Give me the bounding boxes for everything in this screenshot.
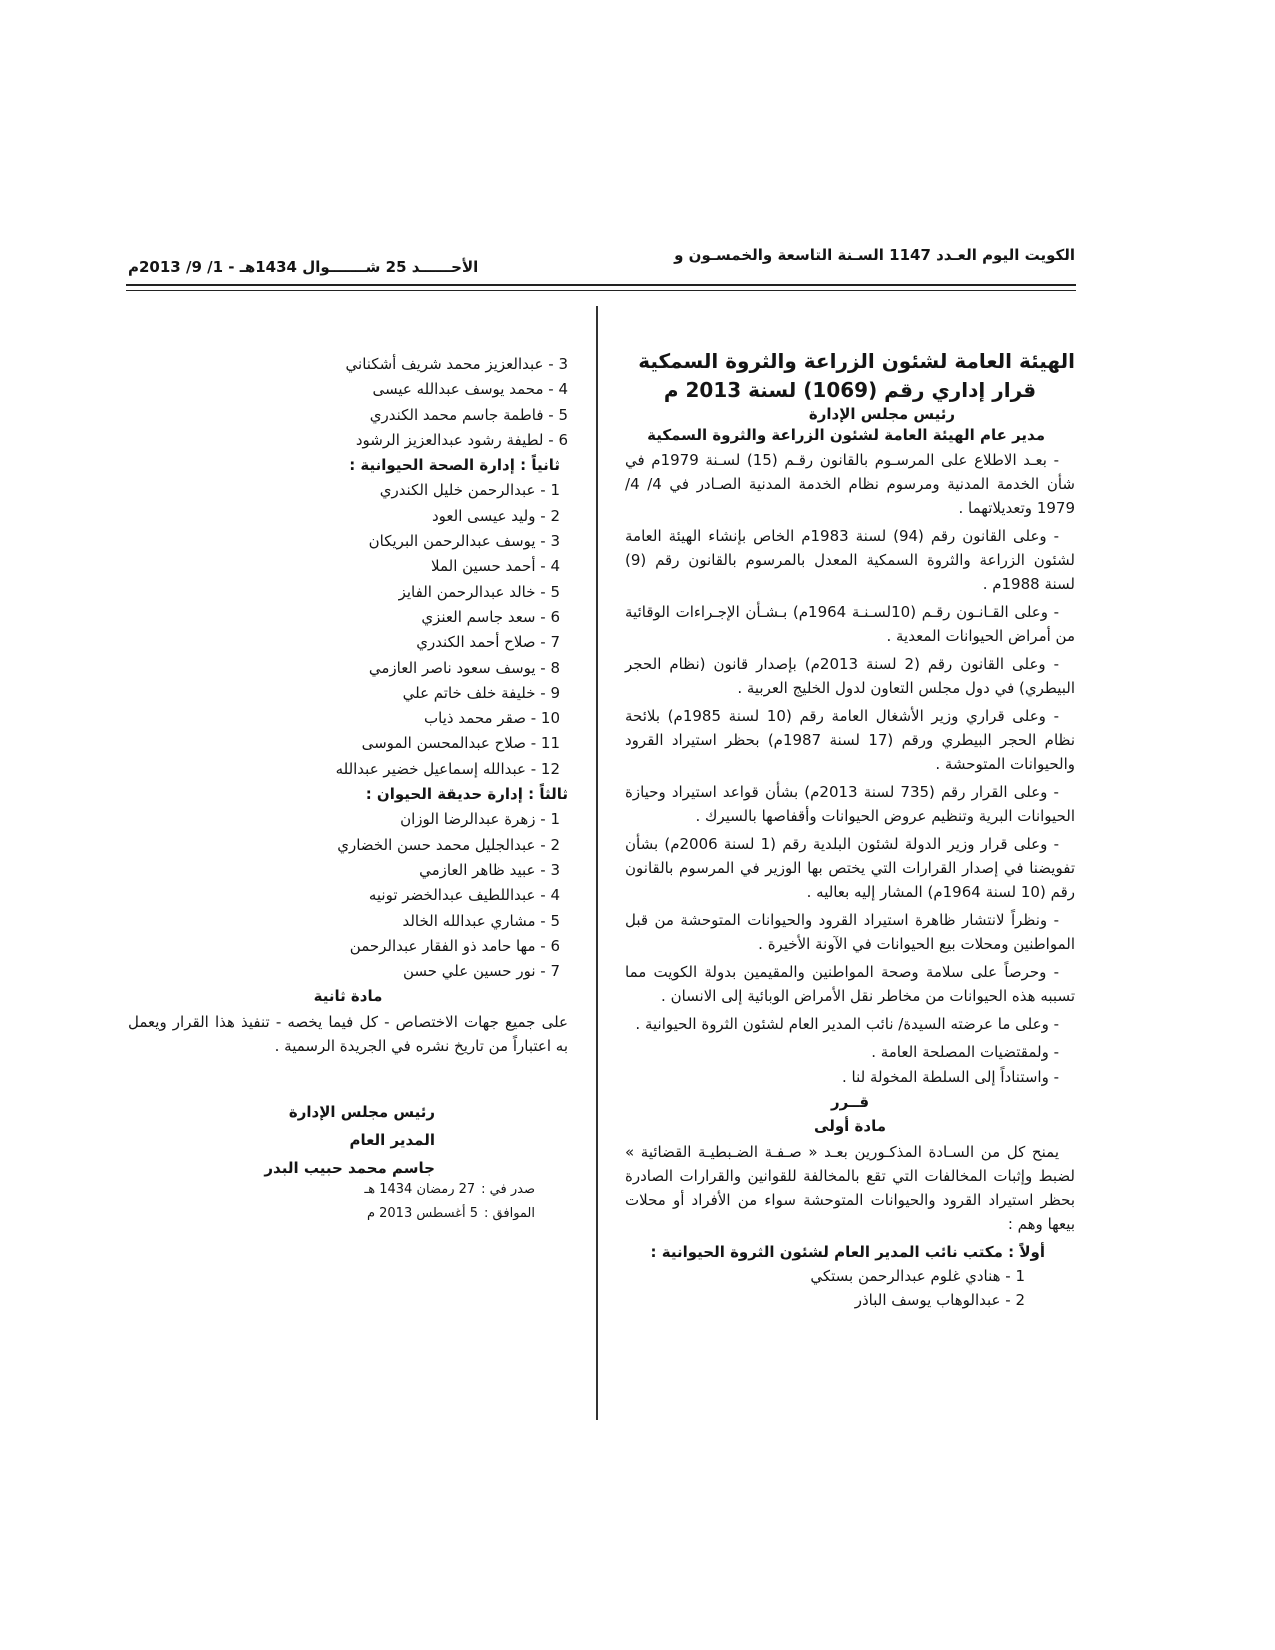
list-item: 2 - وليد عيسى العود <box>431 506 560 525</box>
gazette-header-date: الأحــــــد 25 شـــــــوال 1434هـ - 1/ 9/ 2013م <box>128 258 479 276</box>
recital-short: - ولمقتضيات المصلحة العامة . <box>871 1043 1059 1061</box>
issuer-title: رئيس مجلس الإدارة <box>808 405 955 423</box>
list-item: 6 - مها حامد ذو الفقار عبدالرحمن <box>349 936 560 955</box>
signature-block <box>235 1098 435 1182</box>
article-one-heading: مادة أولى <box>814 1117 886 1135</box>
right-column <box>625 346 1075 1312</box>
recital-paragraph: - وعلى القانون رقم (2 لسنة 2013م) بإصدار قانون (نظام الحجر البيطري) في دول مجلس التعاون لدول الخليج العربية . <box>625 655 1075 697</box>
list-item: 6 - سعد جاسم العنزي <box>421 607 560 626</box>
recital-paragraph: - وعلى ما عرضته السيدة/ نائب المدير العام لشئون الثروة الحيوانية . <box>635 1015 1059 1033</box>
header-rule-thin <box>126 290 1076 291</box>
list-item: 8 - يوسف سعود ناصر العازمي <box>368 658 560 677</box>
list-item: 2 - عبدالوهاب يوسف الباذر <box>854 1291 1025 1309</box>
list-item: 11 - صلاح عبدالمحسن الموسى <box>361 734 560 753</box>
article-one-text: يمنح كل من السـادة المذكـورين بعـد « صـفـة الضـبطيـة القضائية » لضبط وإثبات المخالفات التي تقع بالمخالفة للقوانين والقرارات الصادرة بحظر استيراد القرود والحيوانات المتوحشة سواء من الأفراد أو محلات بيعها وهم : <box>625 1143 1075 1233</box>
corresponding-date-row <box>335 1202 535 1226</box>
list-item: 10 - صقر محمد ذياب <box>424 709 560 728</box>
list-item: 1 - هنادي غلوم عبدالرحمن بستكي <box>810 1267 1025 1285</box>
list-item: 7 - نور حسين علي حسن <box>402 962 560 981</box>
list-item: 12 - عبدالله إسماعيل خضير عبدالله <box>335 759 560 778</box>
signatory-role: المدير العام <box>349 1131 435 1149</box>
signatory-name: جاسم محمد حبيب البدر <box>264 1159 435 1177</box>
decision-title: قرار إداري رقم (1069) لسنة 2013 م <box>663 378 1037 402</box>
list-item: 5 - فاطمة جاسم محمد الكندري <box>369 405 568 424</box>
recital-short: - واستناداً إلى السلطة المخولة لنا . <box>841 1068 1059 1086</box>
list-item: 4 - محمد يوسف عبدالله عيسى <box>372 380 568 399</box>
recital-paragraph: - وعلى قرار وزير الدولة لشئون البلدية رقم (1 لسنة 2006م) بشأن تفويضنا في إصدار القرارات التي يختص بها الوزير في المرسوم بالقانون رقم (10 لسنة 1964م) المشار إليه بعاليه . <box>625 835 1075 901</box>
recital-paragraph: - وعلى قراري وزير الأشغال العامة رقم (10 لسنة 1985م) بلائحة نظام الحجر البيطري ورقم (17 لسنة 1987م) بحظر استيراد القرود والحيوانات المتوحشة . <box>625 707 1075 773</box>
recital-paragraph: - وعلى القـانـون رقـم (10لسـنـة 1964م) بـشـأن الإجـراءات الوقائية من أمراض الحيوانات المعدية . <box>625 603 1075 645</box>
list-item: 7 - صلاح أحمد الكندري <box>416 633 560 652</box>
list-item: 3 - يوسف عبدالرحمن البريكان <box>368 532 560 551</box>
issue-info <box>335 1178 535 1226</box>
list-item: 6 - لطيفة رشود عبدالعزيز الرشود <box>355 430 568 449</box>
corresponding-label: الموافق : <box>484 1206 535 1221</box>
recital-paragraph: - وحرصاً على سلامة وصحة المواطنين والمقيمين بدولة الكويت مما تسببه هذه الحيوانات من مخاطر نقل الأمراض الوبائية إلى الانسان . <box>625 963 1075 1005</box>
list-item: 3 - عبيد ظاهر العازمي <box>419 860 560 879</box>
list-item: 1 - زهرة عبدالرضا الوزان <box>400 810 560 829</box>
recital-paragraph: - وعلى القانون رقم (94) لسنة 1983م الخاص بإنشاء الهيئة العامة لشئون الزراعة والثروة السمكية المعدل بالمرسوم بالقانون رقم (9) لسنة 1988م . <box>625 527 1075 593</box>
list-item: 2 - عبدالجليل محمد حسن الخضاري <box>337 835 560 854</box>
recital-paragraph: - بعـد الاطلاع على المرسـوم بالقانون رقـم (15) لسـنة 1979م في شأن الخدمة المدنية ومرسوم نظام الخدمة المدنية الصـادر في 4/ 4/ 1979 وتعديلاتهما . <box>625 451 1075 517</box>
list-item: 5 - مشاري عبدالله الخالد <box>402 911 560 930</box>
gazette-header-issue: الكويت اليوم العـدد 1147 السـنة التاسعة والخمسـون و <box>674 246 1075 264</box>
signatory-title: رئيس مجلس الإدارة <box>288 1103 435 1121</box>
column-divider <box>596 306 598 1420</box>
left-column <box>128 352 568 1058</box>
list-item: 4 - أحمد حسين الملا <box>431 557 560 576</box>
decided-heading: قــرر <box>830 1093 870 1111</box>
list-item: 9 - خليفة خلف خاتم علي <box>402 683 560 702</box>
list-item: 4 - عبداللطيف عبدالخضر تونيه <box>368 886 560 905</box>
organization-title: الهيئة العامة لشئون الزراعة والثروة السمكية <box>638 349 1075 373</box>
article-two-text: على جميع جهات الاختصاص - كل فيما يخصه - تنفيذ هذا القرار ويعمل به اعتباراً من تاريخ نشره في الجريدة الرسمية . <box>128 1012 568 1055</box>
list-item: 5 - خالد عبدالرحمن الفايز <box>398 582 560 601</box>
header-rule <box>126 284 1076 286</box>
issued-label: صدر في : <box>481 1182 535 1197</box>
section-two-heading: ثانياً : إدارة الصحة الحيوانية : <box>349 456 560 475</box>
list-item: 1 - عبدالرحمن خليل الكندري <box>379 481 560 500</box>
article-two-heading: مادة ثانية <box>313 987 383 1006</box>
issuer-subtitle: مدير عام الهيئة العامة لشئون الزراعة والثروة السمكية <box>647 426 1045 444</box>
recital-paragraph: - ونظراً لانتشار ظاهرة استيراد القرود والحيوانات المتوحشة من قبل المواطنين ومحلات بيع الحيوانات في الآونة الأخيرة . <box>625 911 1075 953</box>
issued-date: 27 رمضان 1434 هـ <box>364 1182 476 1197</box>
section-one-heading: أولاً : مكتب نائب المدير العام لشئون الثروة الحيوانية : <box>650 1243 1045 1261</box>
corresponding-date: 5 أغسطس 2013 م <box>366 1206 479 1221</box>
section-three-heading: ثالثاً : إدارة حديقة الحيوان : <box>365 785 568 804</box>
recital-paragraph: - وعلى القرار رقم (735 لسنة 2013م) بشأن قواعد استيراد وحيازة الحيوانات البرية وتنظيم عروض الحيوانات وأقفاصها بالسيرك . <box>625 783 1075 825</box>
list-item: 3 - عبدالعزيز محمد شريف أشكناني <box>345 355 568 373</box>
issue-date-row <box>335 1178 535 1202</box>
